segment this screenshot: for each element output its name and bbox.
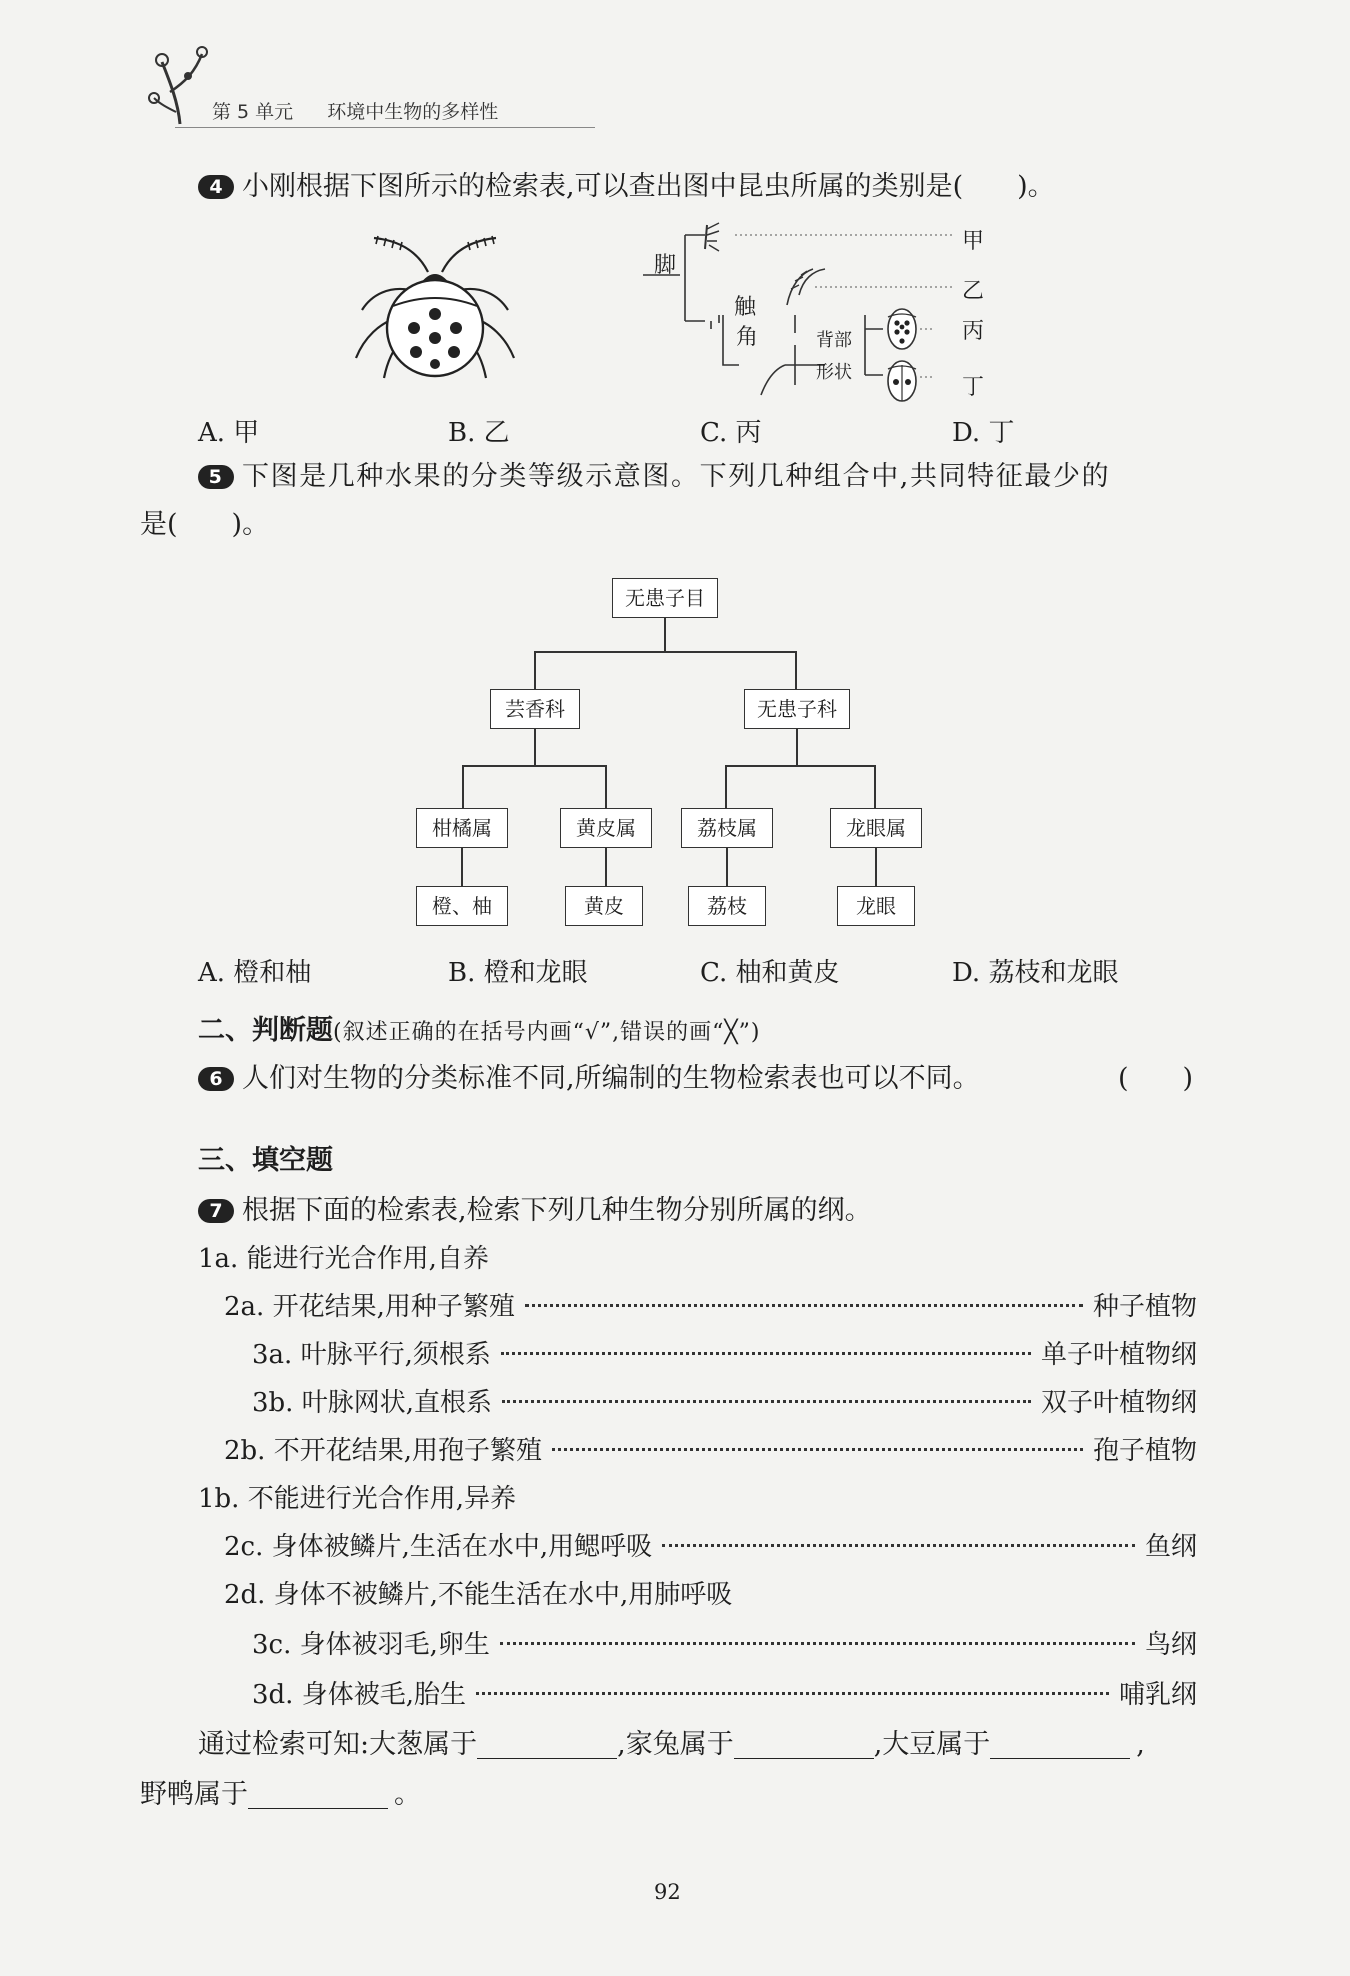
q5-text-line1: 下图是几种水果的分类等级示意图。下列几种组合中,共同特征最少的 [242, 461, 1111, 492]
tree-connector [726, 848, 728, 886]
q5-text-line2: 是( )。 [140, 509, 270, 540]
key-row-2b [224, 1434, 1197, 1468]
tree-species-box-wampee: 黄皮 [565, 886, 643, 926]
key-leader-dots [552, 1448, 1083, 1451]
key-text: 开花结果,用种子繁殖 [272, 1292, 515, 1322]
q6-stem [198, 1062, 980, 1096]
key-row-1b [198, 1482, 516, 1516]
q6-answer-bracket[interactable]: ( ) [1118, 1063, 1194, 1094]
q5-option-b[interactable]: B. 橙和龙眼 [448, 958, 588, 988]
tree-connector [725, 765, 875, 767]
tree-connector [795, 651, 797, 689]
q4-text: 小刚根据下图所示的检索表,可以查出图中昆虫所属的类别是( )。 [242, 171, 1055, 202]
key-result: 鱼纲 [1144, 1532, 1197, 1562]
key-code: 3b. [252, 1388, 294, 1418]
key-leader-dots [525, 1304, 1083, 1307]
key-code: 2b. [224, 1436, 266, 1466]
tree-connector [874, 765, 876, 808]
key-result-ding: 丁 [962, 375, 985, 400]
key-leader-dots [476, 1692, 1109, 1695]
tree-genus-box-clausena: 黄皮属 [560, 808, 652, 848]
key-label-back-1: 背部 [816, 330, 852, 351]
key-text: 身体被鳞片,生活在水中,用鳃呼吸 [271, 1532, 653, 1562]
tree-connector [462, 765, 464, 808]
key-result: 单子叶植物纲 [1040, 1340, 1197, 1370]
section3-title: 三、填空题 [198, 1145, 333, 1176]
key-row-2c [224, 1530, 1197, 1564]
q4-option-a[interactable]: A. 甲 [198, 418, 260, 448]
key-text: 叶脉平行,须根系 [300, 1340, 491, 1370]
ladybug-illustration [350, 228, 520, 388]
key-leader-dots [501, 1352, 1031, 1355]
fill-text: 通过检索可知:大葱属于 [198, 1729, 478, 1760]
fill-text: ,家兔属于 [617, 1729, 734, 1760]
key-result-yi: 乙 [962, 279, 985, 304]
key-label-antenna-2: 角 [736, 325, 759, 350]
header-unit: 第 5 单元 [212, 101, 294, 123]
key-result: 哺乳纲 [1118, 1680, 1197, 1710]
fill-blank-rabbit[interactable] [734, 1734, 874, 1759]
key-label-feet: 脚 [654, 253, 677, 278]
q4-stem [198, 170, 1055, 204]
key-leader-dots [500, 1642, 1135, 1645]
key-row-1a [198, 1242, 489, 1276]
tree-connector [534, 729, 536, 765]
key-leader-dots [502, 1400, 1031, 1403]
key-label-back-2: 形状 [816, 362, 852, 383]
fill-text: , [1136, 1729, 1145, 1760]
header-underline [175, 127, 595, 128]
key-result-bing: 丙 [962, 319, 985, 344]
insect-key-diagram [635, 215, 1015, 415]
key-leader-dots [662, 1544, 1135, 1547]
section2-title: 二、判断题 [198, 1015, 333, 1046]
key-text: 能进行光合作用,自养 [246, 1244, 489, 1274]
tree-genus-box-litchi: 荔枝属 [681, 808, 773, 848]
tree-connector [534, 651, 536, 689]
key-text: 身体被羽毛,卵生 [299, 1630, 490, 1660]
fill-blank-soybean[interactable] [990, 1734, 1130, 1759]
key-row-3a [252, 1338, 1197, 1372]
q7-stem [198, 1194, 872, 1228]
q5-option-c[interactable]: C. 柚和黄皮 [700, 958, 840, 988]
key-row-3d [252, 1678, 1197, 1712]
fill-text: ,大豆属于 [873, 1729, 991, 1760]
tree-order-box: 无患子目 [612, 578, 718, 618]
tree-connector [664, 618, 666, 651]
flower-logo-icon [140, 32, 220, 132]
q6-number-badge: 6 [198, 1067, 234, 1091]
key-code: 2a. [224, 1292, 265, 1322]
q6-text: 人们对生物的分类标准不同,所编制的生物检索表也可以不同。 [242, 1063, 980, 1094]
tree-connector [605, 765, 607, 808]
tree-species-box-longan: 龙眼 [837, 886, 915, 926]
fill-text: 野鸭属于 [140, 1779, 248, 1810]
key-row-2a [224, 1290, 1197, 1324]
key-code: 3c. [252, 1630, 292, 1660]
key-result: 鸟纲 [1144, 1630, 1197, 1660]
key-text: 身体不被鳞片,不能生活在水中,用肺呼吸 [273, 1580, 733, 1610]
key-row-2d [224, 1578, 732, 1612]
q4-option-c[interactable]: C. 丙 [700, 418, 762, 448]
page-number: 92 [654, 1880, 681, 1904]
key-text: 叶脉网状,直根系 [301, 1388, 492, 1418]
section2-note: (叙述正确的在括号内画“√”,错误的画“╳”) [333, 1020, 761, 1045]
q7-number-badge: 7 [198, 1199, 234, 1223]
fill-blank-duck[interactable] [248, 1784, 388, 1809]
tree-connector [462, 765, 606, 767]
tree-connector [725, 765, 727, 808]
q4-number-badge: 4 [198, 175, 234, 199]
tree-connector [796, 729, 798, 765]
key-code: 1b. [198, 1484, 240, 1514]
tree-connector [534, 651, 796, 653]
key-code: 2d. [224, 1580, 266, 1610]
q7-fill-line2 [140, 1778, 421, 1812]
tree-genus-box-longan: 龙眼属 [830, 808, 922, 848]
key-result: 双子叶植物纲 [1040, 1388, 1197, 1418]
key-result-jia: 甲 [962, 229, 985, 254]
key-code: 3a. [252, 1340, 293, 1370]
fill-text: 。 [394, 1779, 421, 1810]
key-result: 孢子植物 [1092, 1436, 1197, 1466]
key-label-antenna-1: 触 [734, 295, 757, 320]
q7-fill-line1 [198, 1728, 1145, 1762]
key-code: 3d. [252, 1680, 294, 1710]
q7-text: 根据下面的检索表,检索下列几种生物分别所属的纲。 [242, 1195, 872, 1226]
tree-family-box-rutaceae: 芸香科 [490, 689, 580, 729]
key-text: 不能进行光合作用,异养 [247, 1484, 516, 1514]
q5-option-d[interactable]: D. 荔枝和龙眼 [952, 958, 1119, 988]
q4-option-d[interactable]: D. 丁 [952, 418, 1015, 448]
key-code: 1a. [198, 1244, 239, 1274]
tree-species-box-orange-pomelo: 橙、柚 [416, 886, 508, 926]
header-title [212, 97, 498, 124]
q5-number-badge: 5 [198, 465, 234, 489]
tree-genus-box-citrus: 柑橘属 [416, 808, 508, 848]
key-row-3b [252, 1386, 1197, 1420]
tree-connector [605, 848, 607, 886]
header-unit-title: 环境中生物的多样性 [327, 101, 499, 123]
tree-connector [461, 848, 463, 886]
q5-stem-line1 [198, 460, 1110, 494]
tree-species-box-lychee: 荔枝 [688, 886, 766, 926]
key-row-3c [252, 1628, 1197, 1662]
key-result: 种子植物 [1092, 1292, 1197, 1322]
fill-blank-scallion[interactable] [477, 1734, 617, 1759]
key-code: 2c. [224, 1532, 264, 1562]
key-text: 身体被毛,胎生 [301, 1680, 466, 1710]
key-text: 不开花结果,用孢子繁殖 [273, 1436, 542, 1466]
q5-option-a[interactable]: A. 橙和柚 [198, 958, 312, 988]
q4-option-b[interactable]: B. 乙 [448, 418, 510, 448]
tree-family-box-sapindaceae: 无患子科 [744, 689, 850, 729]
section2-heading [198, 1008, 760, 1047]
tree-connector [875, 848, 877, 886]
